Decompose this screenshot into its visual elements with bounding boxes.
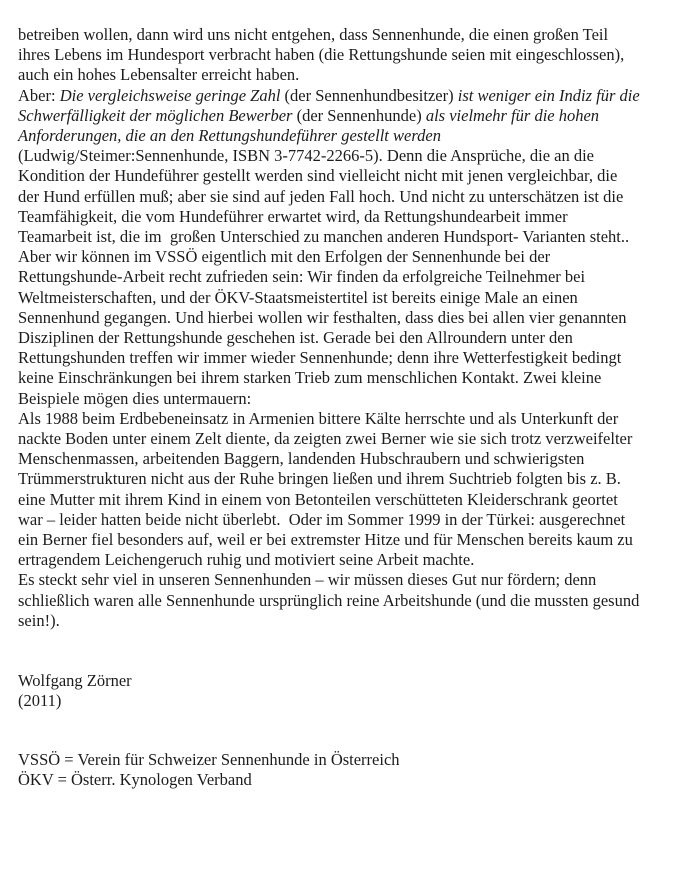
- author-year: (2011): [18, 691, 62, 711]
- text-segment: auch ein hohes Lebensalter erreicht haben.: [18, 65, 300, 85]
- text-segment: Trümmerstrukturen nicht aus der Ruhe bringen ließen und ihrem Suchtrieb folgten bis z. B.: [18, 469, 621, 489]
- text-line: [18, 288, 690, 308]
- text-line: [18, 348, 690, 368]
- text-line: [18, 187, 690, 207]
- text-line: [18, 591, 690, 611]
- text-segment: Disziplinen der Rettungshunde geschehen ist. Gerade bei den Allroundern unter den: [18, 328, 573, 348]
- abbreviations-block: [18, 750, 690, 790]
- text-segment: Teamarbeit ist, die im großen Unterschied zu manchen anderen Hundsport- Varianten steht..: [18, 227, 630, 247]
- text-line: [18, 389, 690, 409]
- italic-text-segment: Anforderungen, die an den Rettungshundeführer gestellt werden: [18, 126, 441, 146]
- text-segment: betreiben wollen, dann wird uns nicht entgehen, dass Sennenhunde, die einen großen Teil: [18, 25, 609, 44]
- text-line: [18, 469, 690, 489]
- abbreviation-oekv: ÖKV = Österr. Kynologen Verband: [18, 769, 252, 789]
- text-segment: schließlich waren alle Sennenhunde ursprünglich reine Arbeitshunde (und die mussten gesund: [18, 590, 640, 610]
- abbreviation-vssoe: VSSÖ = Verein für Schweizer Sennenhunde in Österreich: [18, 749, 400, 769]
- text-segment: der Hund erfüllen muß; aber sie sind auf jeden Fall hoch. Und nicht zu unterschätzen ist die: [18, 186, 624, 206]
- text-line: [18, 328, 690, 348]
- text-line: [18, 570, 690, 590]
- text-segment: ein Berner fiel besonders auf, weil er bei extremster Hitze und für Menschen bereits kaum zu: [18, 530, 633, 550]
- text-line: [18, 490, 690, 510]
- text-segment: Als 1988 beim Erdbebeneinsatz in Armenien bittere Kälte herrschte und als Unterkunft der: [18, 408, 619, 428]
- text-line: [18, 449, 690, 469]
- text-line: [18, 146, 690, 166]
- text-line: [18, 429, 690, 449]
- italic-text-segment: ist weniger ein Indiz für die: [457, 85, 640, 105]
- text-segment: Weltmeisterschaften, und der ÖKV-Staatsmeistertitel ist bereits einige Male an einen: [18, 287, 578, 307]
- text-line: [18, 65, 690, 85]
- text-segment: ertragendem Leichengeruch ruhig und motiviert seine Arbeit machte.: [18, 550, 475, 570]
- text-line: [18, 247, 690, 267]
- text-segment: Es steckt sehr viel in unseren Sennenhunden – wir müssen dieses Gut nur fördern; denn: [18, 570, 597, 590]
- main-text: [18, 25, 690, 631]
- text-line: [18, 86, 690, 106]
- text-segment: war – leider hatten beide nicht überlebt. Oder im Sommer 1999 in der Türkei: ausgerechnet: [18, 509, 626, 529]
- text-line: [18, 611, 690, 631]
- text-line: [18, 308, 690, 328]
- text-segment: sein!).: [18, 610, 60, 630]
- text-line: [18, 207, 690, 227]
- text-line: [18, 510, 690, 530]
- text-segment: Rettungshunde-Arbeit recht zufrieden sein: Wir finden da erfolgreiche Teilnehmer bei: [18, 267, 586, 287]
- text-segment: Beispiele mögen dies untermauern:: [18, 388, 252, 408]
- text-segment: (der Sennenhundbesitzer): [280, 85, 458, 105]
- text-line: [18, 25, 690, 45]
- italic-text-segment: als vielmehr für die hohen: [425, 105, 600, 125]
- text-segment: eine Mutter mit ihrem Kind in einem von Betonteilen verschütteten Kleiderschrank geortet: [18, 489, 618, 509]
- text-line: [18, 550, 690, 570]
- text-segment: Aber:: [18, 85, 60, 105]
- text-segment: (der Sennenhunde): [292, 105, 426, 125]
- text-line: [18, 166, 690, 186]
- text-line: [18, 45, 690, 65]
- text-segment: Aber wir können im VSSÖ eigentlich mit den Erfolgen der Sennenhunde bei der: [18, 247, 551, 267]
- text-segment: keine Einschränkungen bei ihrem starken Trieb zum menschlichen Kontakt. Zwei kleine: [18, 368, 602, 388]
- italic-text-segment: Schwerfälligkeit der möglichen Bewerber: [18, 105, 293, 125]
- text-line: [18, 409, 690, 429]
- text-line: [18, 530, 690, 550]
- author-block: [18, 671, 690, 711]
- author-name: Wolfgang Zörner: [18, 671, 132, 691]
- text-segment: nackte Boden unter einem Zelt diente, da zeigten zwei Berner wie sie sich trotz verzweifelter: [18, 429, 633, 449]
- text-segment: Teamfähigkeit, die vom Hundeführer erwartet wird, da Rettungshundearbeit immer: [18, 206, 568, 226]
- text-segment: Kondition der Hundeführer gestellt werden sind vielleicht nicht mit jenen vergleichbar, die: [18, 166, 618, 186]
- text-segment: Rettungshunden treffen wir immer wieder Sennenhunde; denn ihre Wetterfestigkeit bedingt: [18, 348, 622, 368]
- text-line: [18, 126, 690, 146]
- text-segment: Menschenmassen, arbeitenden Baggern, landenden Hubschraubern und schwierigsten: [18, 449, 585, 469]
- text-segment: (Ludwig/Steimer:Sennenhunde, ISBN 3-7742-2266-5). Denn die Ansprüche, die an die: [18, 146, 595, 166]
- italic-text-segment: Die vergleichsweise geringe Zahl: [59, 85, 281, 105]
- text-line: [18, 368, 690, 388]
- text-line: [18, 227, 690, 247]
- text-line: [18, 267, 690, 287]
- text-segment: Sennenhund gegangen. Und hierbei wollen wir festhalten, dass dies bei allen vier genannten: [18, 307, 627, 327]
- text-line: [18, 106, 690, 126]
- text-segment: ihres Lebens im Hundesport verbracht haben (die Rettungshunde seien mit eingeschlossen),: [18, 45, 625, 65]
